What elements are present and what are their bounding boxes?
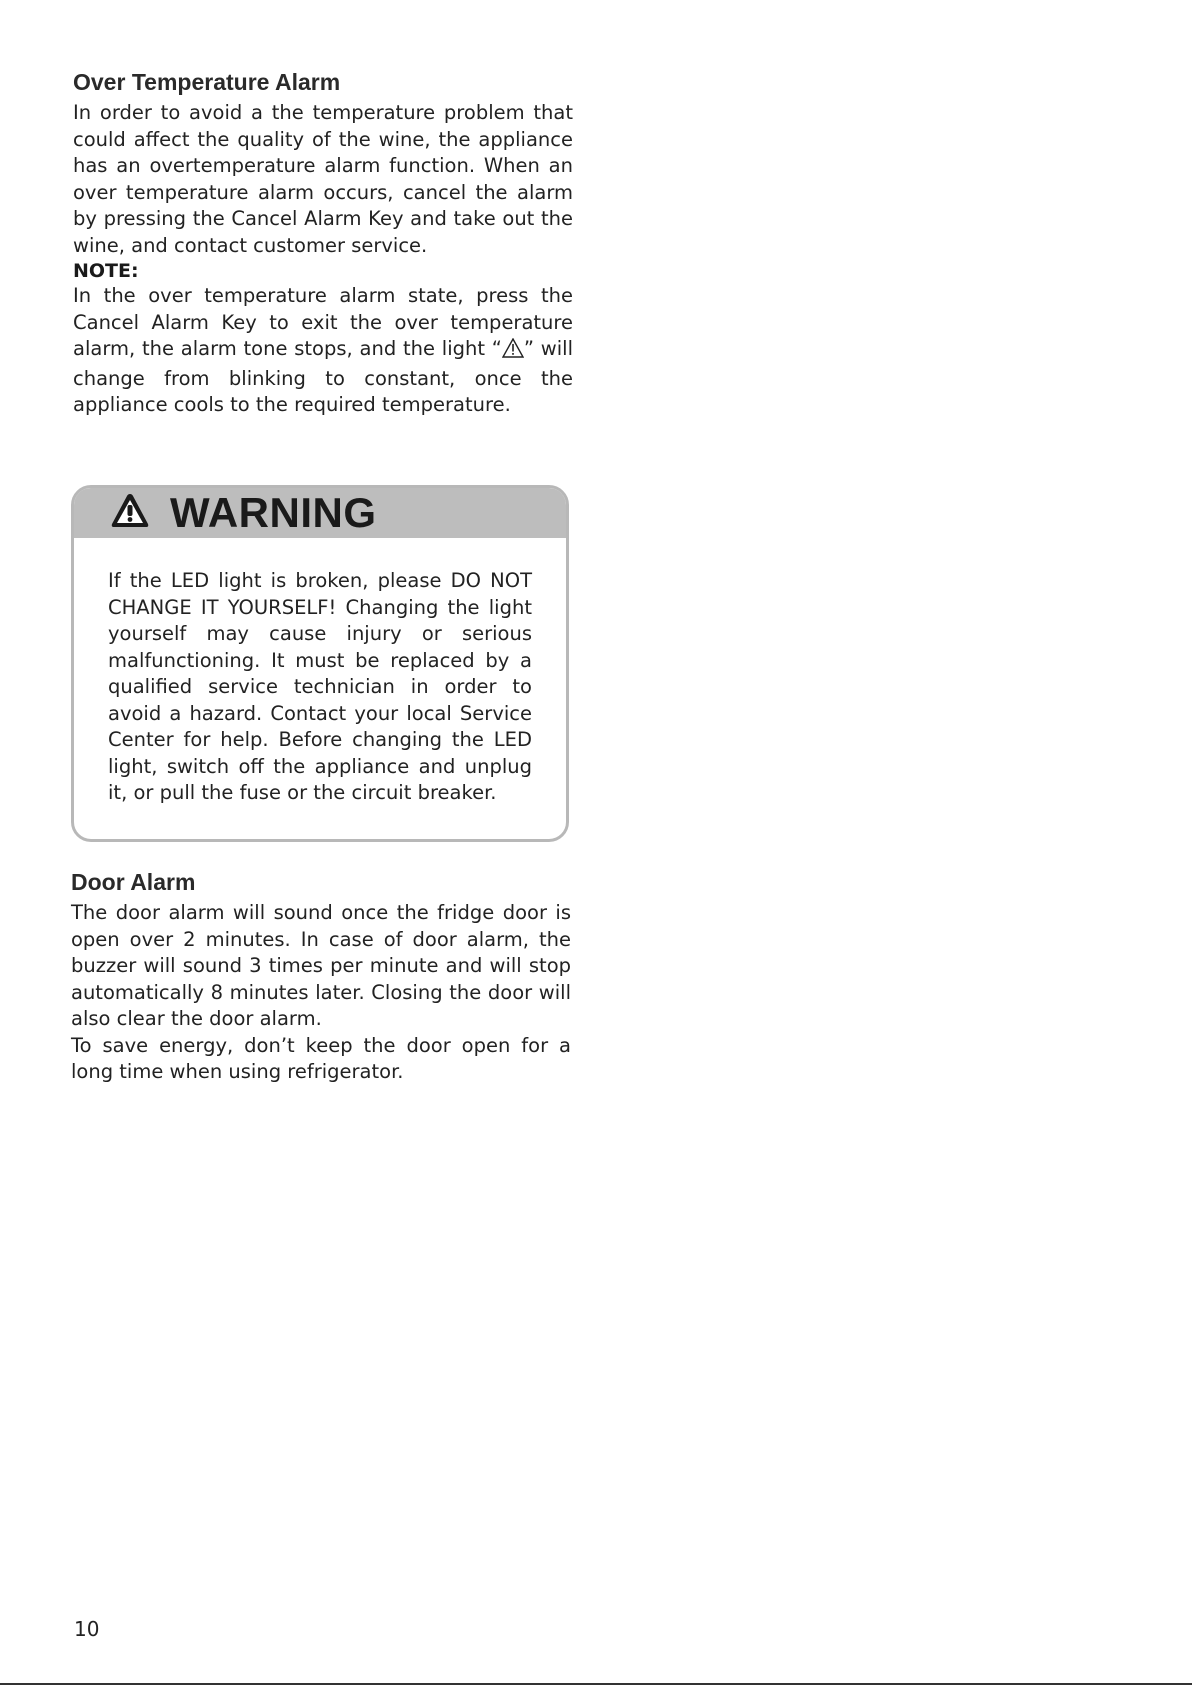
door-alarm-section [71, 868, 571, 1086]
warning-triangle-icon [110, 492, 150, 534]
note-text-after: ” will change from blinking to constant, once the appliance cools to the required temperature. [73, 337, 573, 416]
door-alarm-paragraph-2: To save energy, don’t keep the door open for a long time when using refrigerator. [71, 1033, 571, 1083]
door-alarm-paragraph-1: The door alarm will sound once the fridge door is open over 2 minutes. In case of door alarm, the buzzer will sound 3 times per minute and will stop automatically 8 minutes later. Closing the door will also clear the door alarm. [71, 901, 571, 1030]
over-temperature-heading: Over Temperature Alarm [73, 69, 341, 95]
warning-header [74, 488, 566, 538]
warning-triangle-icon [502, 338, 524, 366]
warning-title: WARNING [170, 489, 377, 536]
over-temperature-body: In order to avoid a the temperature problem that could affect the quality of the wine, the appliance has an overtemperature alarm function. When an over temperature alarm occurs, cancel the alarm by pressing the Cancel Alarm Key and take out the wine, and contact customer service. [73, 101, 573, 257]
note-text-before: In the over temperature alarm state, press the Cancel Alarm Key to exit the over temperature alarm, the alarm tone stops, and the light “ [73, 284, 573, 360]
warning-body: If the LED light is broken, please DO NOT CHANGE IT YOURSELF! Changing the light yourself may cause injury or serious malfunctioning. It must be replaced by a qualified service technician in order to avoid a hazard. Contact your local Service Center for help. Before changing the LED light, switch off the appliance and unplug it, or pull the fuse or the circuit breaker. [108, 569, 532, 804]
note-body [73, 283, 573, 419]
over-temperature-section [73, 68, 573, 419]
warning-box [71, 485, 569, 842]
page-number: 10 [74, 1617, 100, 1641]
note-label: NOTE: [73, 260, 139, 282]
door-alarm-heading: Door Alarm [71, 869, 196, 895]
